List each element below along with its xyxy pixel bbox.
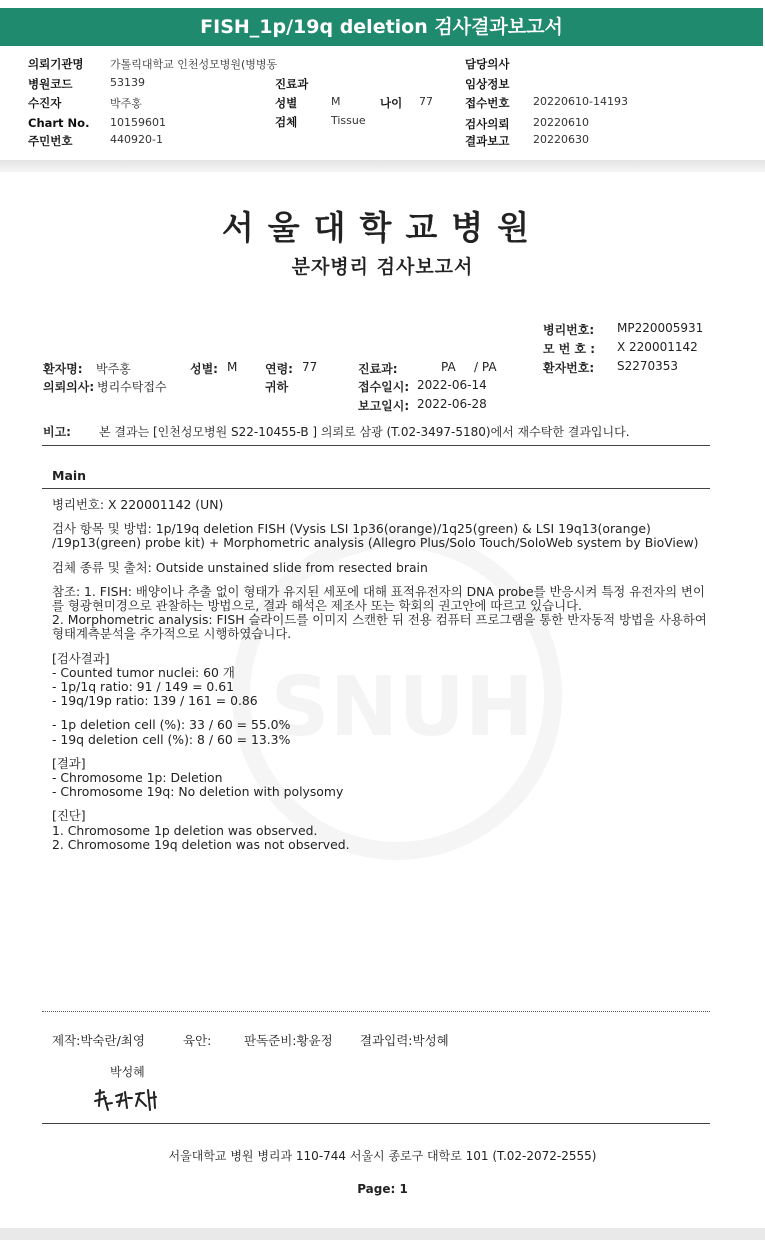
report-age-label: 연령: — [265, 362, 293, 376]
separator-band — [0, 160, 765, 172]
referring-doctor-value: 병리수탁접수 — [97, 380, 167, 394]
note-line-1: 참조: 1. FISH: 배양이나 추출 없이 형태가 유지된 세포에 대해 표적유전자의 DNA probe를 반응시켜 특정 유전자의 변이를 형광현미경으로 관찰하는 방법으로, 결과 해석은 제조사 또는 학회의 권고안에 따르고 있습니다. — [52, 583, 705, 614]
divider-staff — [42, 1011, 710, 1012]
sex-value: M — [331, 95, 341, 108]
chart-no-value: 10159601 — [110, 116, 166, 129]
report-age-value: 77 — [302, 360, 318, 374]
specimen-line: 검체 종류 및 출처: Outside unstained slide from resected brain — [52, 559, 428, 575]
staff-result-entry: 결과입력:박성혜 — [360, 1033, 449, 1048]
deletion-cell-item: - 1p deletion cell (%): 33 / 60 = 55.0% — [52, 717, 291, 733]
examinee-value: 박주홍 — [110, 97, 142, 110]
remarks-value: 본 결과는 [인천성모병원 S22-10455-B ] 의뢰로 삼광 (T.02-3497-5180)에서 재수탁한 결과입니다. — [99, 425, 630, 439]
staff-reading-prep: 판독준비:황윤정 — [244, 1033, 333, 1048]
method-line: 검사 항목 및 방법: 1p/19q deletion FISH (Vysis LSI 1p36(orange)/1q25(green) & LSI 19q13(orange) /19p13(green) probe kit) + Morphometric analysis (Allegro Plus/Solo Touch/SoloWeb system by BioView) — [52, 521, 699, 551]
divider-footer — [42, 1123, 710, 1124]
department-label: 진료과 — [275, 77, 309, 91]
report-title-bar: FISH_1p/19q deletion 검사결과보고서 — [0, 8, 763, 46]
diagnosis-item: 1. Chromosome 1p deletion was observed. — [52, 822, 318, 838]
section-main-label: Main — [52, 468, 87, 483]
result-report-value: 20220630 — [533, 133, 589, 146]
patient-no-value: S2270353 — [617, 359, 679, 373]
referring-doctor-label: 의뢰의사: — [43, 380, 95, 394]
test-request-label: 검사의뢰 — [465, 117, 510, 131]
test-request-value: 20220610 — [533, 116, 589, 129]
resident-no-value: 440920-1 — [110, 133, 163, 146]
handwritten-signature — [92, 1084, 172, 1118]
diagnosis-header: [진단] — [52, 808, 86, 824]
path-no-label: 병리번호: — [543, 323, 595, 337]
received-label: 접수일시: — [358, 380, 410, 394]
chart-no-label: Chart No. — [28, 116, 90, 130]
diagnosis-item: 2. Chromosome 19q deletion was not observed. — [52, 836, 350, 852]
honorific: 귀하 — [265, 380, 289, 394]
bottom-band — [0, 1228, 765, 1240]
receipt-no-value: 20220610-14193 — [533, 95, 628, 108]
report-dept-label: 진료과: — [358, 362, 398, 376]
sex-label: 성별 — [275, 96, 298, 110]
note-line-2: 2. Morphometric analysis: FISH 슬라이드를 이미지 스캔한 뒤 전용 컴퓨터 프로그램을 통한 반자동적 방법을 사용하여 형태계측분석을 추가적으로 시행하였습니다. — [52, 612, 707, 642]
hospital-code-label: 병원코드 — [28, 77, 73, 91]
age-label: 나이 — [380, 96, 403, 110]
result-item: - 19q/19p ratio: 139 / 161 = 0.86 — [52, 693, 258, 709]
signer-name: 박성혜 — [110, 1065, 145, 1079]
report-sex-label: 성별: — [190, 362, 218, 376]
report-dept-suffix: / PA — [474, 360, 497, 374]
patient-no-label: 환자번호: — [543, 361, 595, 375]
physician-label: 담당의사 — [465, 57, 510, 71]
result-report-label: 결과보고 — [465, 134, 510, 148]
patient-name-label: 환자명: — [43, 362, 83, 376]
results-header: [검사결과] — [52, 650, 110, 666]
remarks-label: 비고: — [43, 425, 71, 439]
resident-no-label: 주민번호 — [28, 134, 73, 148]
result-item: - Counted tumor nuclei: 60 개 — [52, 664, 235, 680]
conclusion-item: - Chromosome 1p: Deletion — [52, 770, 223, 786]
hospital-code-value: 53139 — [110, 76, 145, 89]
path-no-value: MP220005931 — [617, 321, 704, 335]
result-item: - 1p/1q ratio: 91 / 149 = 0.61 — [52, 679, 235, 695]
requesting-institution-value: 가톨릭대학교 인천성모병원(병병동 — [110, 58, 278, 71]
footer-address: 서울대학교 병원 병리과 110-744 서울시 종로구 대학로 101 (T.02-2072-2555) — [168, 1149, 597, 1163]
hospital-name: 서울대학교병원 — [221, 208, 544, 247]
clinical-info-label: 임상정보 — [465, 77, 510, 91]
staff-gross: 육안: — [183, 1033, 212, 1048]
mo-no-label: 모 번 호 : — [543, 342, 596, 356]
conclusion-item: - Chromosome 19q: No deletion with polysomy — [52, 784, 344, 800]
page-number: Page: 1 — [357, 1182, 408, 1196]
staff-preparation: 제작:박숙란/최영 — [52, 1033, 145, 1048]
mo-no-value: X 220001142 — [617, 340, 698, 354]
path-no-line: 병리번호: X 220001142 (UN) — [52, 497, 224, 512]
age-value: 77 — [419, 95, 433, 108]
requesting-institution-label: 의뢰기관명 — [28, 57, 84, 71]
reported-value: 2022-06-28 — [417, 397, 487, 411]
specimen-label: 검체 — [275, 115, 298, 129]
conclusion-header: [결과] — [52, 755, 86, 771]
receipt-no-label: 접수번호 — [465, 96, 510, 110]
examinee-label: 수진자 — [28, 96, 62, 110]
received-value: 2022-06-14 — [417, 378, 487, 392]
divider-main — [42, 488, 710, 489]
patient-name-value: 박주홍 — [96, 362, 131, 376]
report-subtitle: 분자병리 검사보고서 — [291, 256, 474, 278]
watermark-text: SNUH — [270, 660, 534, 755]
report-body — [52, 498, 712, 852]
specimen-value: Tissue — [331, 114, 366, 127]
divider-top — [42, 445, 710, 446]
report-dept-value: PA — [441, 360, 456, 374]
reported-label: 보고일시: — [358, 399, 410, 413]
deletion-cell-item: - 19q deletion cell (%): 8 / 60 = 13.3% — [52, 731, 291, 747]
report-sex-value: M — [227, 360, 238, 374]
